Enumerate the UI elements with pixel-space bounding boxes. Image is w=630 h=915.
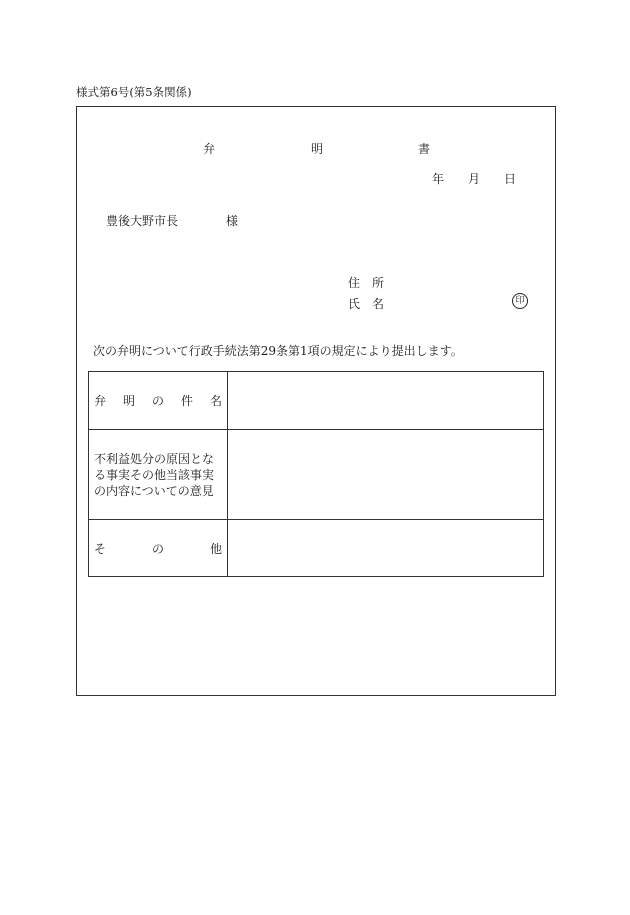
case-name-label: 弁 明 の 件 名 <box>89 372 228 430</box>
document-title-char-3: 書 <box>418 142 431 156</box>
applicant-name-label: 氏 名 <box>348 297 385 311</box>
date-day-label: 日 <box>504 172 517 186</box>
addressee-name: 豊後大野市長 <box>106 214 179 228</box>
date-month-label: 月 <box>468 172 481 186</box>
seal-mark-icon: 印 <box>512 293 528 309</box>
document-title-char-1: 弁 <box>203 142 216 156</box>
date-year-label: 年 <box>432 172 445 186</box>
case-name-field[interactable] <box>228 372 544 430</box>
addressee-honorific: 様 <box>226 214 239 228</box>
table-row <box>89 372 544 430</box>
table-row <box>89 520 544 577</box>
applicant-address-label: 住 所 <box>348 276 385 290</box>
explanation-table <box>88 371 544 577</box>
opinion-label: 不利益処分の原因となる事実その他当該事実の内容についての意見 <box>89 430 228 520</box>
form-number-label: 様式第6号(第5条関係) <box>76 85 192 99</box>
submission-statement: 次の弁明について行政手続法第29条第1項の規定により提出します。 <box>93 344 463 358</box>
document-title-char-2: 明 <box>311 142 324 156</box>
other-label: そ の 他 <box>89 520 228 577</box>
table-row <box>89 430 544 520</box>
other-field[interactable] <box>228 520 544 577</box>
opinion-field[interactable] <box>228 430 544 520</box>
